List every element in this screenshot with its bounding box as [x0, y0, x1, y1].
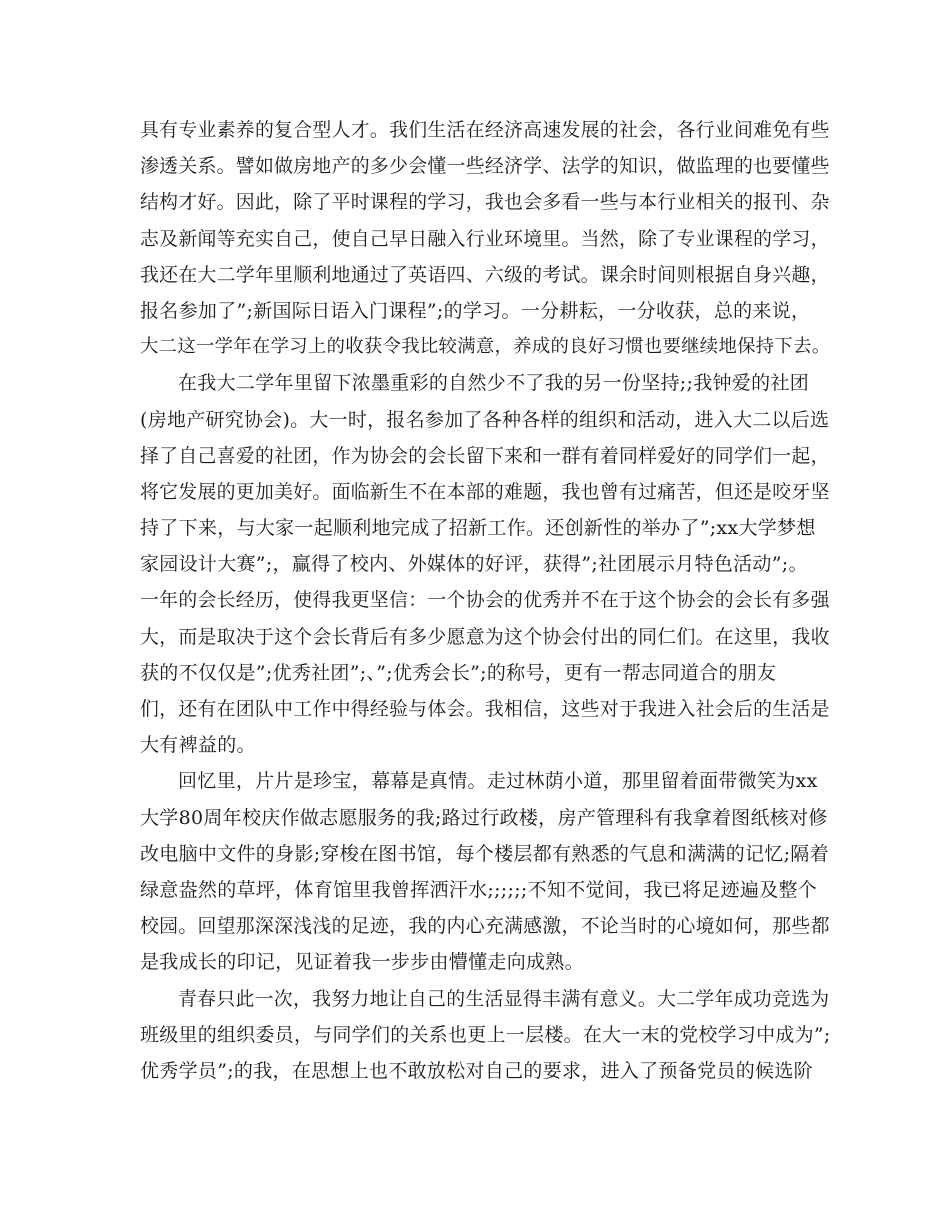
- text-line: 家园设计大赛”;，赢得了校内、外媒体的好评，获得”;社团展示月特色活动”;。: [140, 553, 808, 576]
- text-line: 结构才好。因此，除了平时课程的学习，我也会多看一些与本行业相关的报刊、杂: [140, 191, 830, 214]
- text-line: 们，还有在团队中工作中得经验与体会。我相信，这些对于我进入社会后的生活是: [140, 698, 830, 720]
- text-line: 校园。回望那深深浅浅的足迹，我的内心充满感激，不论当时的心境如何，那些都: [140, 915, 830, 938]
- paragraph-first-line: 回忆里，片片是珍宝，幕幕是真情。走过林荫小道，那里留着面带微笑为xx: [178, 770, 818, 793]
- text-line: 大二这一学年在学习上的收获令我比较满意，养成的良好习惯也要继续地保持下去。: [140, 336, 831, 358]
- text-line: 报名参加了”;新国际日语入门课程”;的学习。一分耕耘，一分收获，总的来说，: [140, 299, 811, 322]
- text-line: 绿意盎然的草坪，体育馆里我曾挥洒汗水;;;;;;不知不觉间，我已将足迹遍及整个: [140, 878, 818, 901]
- text-line: 持了下来，与大家一起顺利地完成了招新工作。还创新性的举办了”;xx大学梦想: [140, 517, 816, 540]
- paragraph-first-line: 在我大二学年里留下浓墨重彩的自然少不了我的另一份坚持;;我钟爱的社团: [178, 372, 810, 395]
- text-line: 志及新闻等充实自己，使自己早日融入行业环境里。当然，除了专业课程的学习，: [140, 227, 830, 250]
- text-line: 将它发展的更加美好。面临新生不在本部的难题，我也曾有过痛苦，但还是咬牙坚: [140, 480, 830, 503]
- text-line: 一年的会长经历，使得我更坚信：一个协会的优秀并不在于这个协会的会长有多强: [140, 589, 830, 612]
- text-line: 我还在大二学年里顺利地通过了英语四、六级的考试。课余时间则根据自身兴趣，: [140, 263, 830, 286]
- text-line: 改电脑中文件的身影;穿梭在图书馆，每个楼层都有熟悉的气息和满满的记忆;隔着: [140, 842, 829, 865]
- text-line: 大，而是取决于这个会长背后有多少愿意为这个协会付出的同仁们。在这里，我收: [140, 625, 830, 648]
- text-line: 班级里的组织委员，与同学们的关系也更上一层楼。在大一末的党校学习中成为”;: [140, 1023, 831, 1046]
- text-line: 择了自己喜爱的社团，作为协会的会长留下来和一群有着同样爱好的同学们一起，: [140, 444, 830, 467]
- paragraph-first-line: 青春只此一次，我努力地让自己的生活显得丰满有意义。大二学年成功竞选为: [178, 987, 830, 1010]
- text-line: (房地产研究协会)。大一时，报名参加了各种各样的组织和活动，进入大二以后选: [140, 408, 830, 431]
- text-line: 渗透关系。譬如做房地产的多少会懂一些经济学、法学的知识，做监理的也要懂些: [140, 155, 830, 178]
- document-body: [140, 112, 830, 1089]
- text-line: 优秀学员”;的我，在思想上也不敢放松对自己的要求，进入了预备党员的候选阶: [140, 1059, 813, 1082]
- text-line: 是我成长的印记，见证着我一步步由懵懂走向成熟。: [140, 951, 584, 974]
- text-line: 大有裨益的。: [140, 734, 256, 757]
- text-line: 获的不仅仅是”;优秀社团”;、”;优秀会长”;的称号，更有一帮志同道合的朋友: [140, 661, 777, 684]
- text-line: 具有专业素养的复合型人才。我们生活在经济高速发展的社会，各行业间难免有些: [140, 119, 830, 141]
- text-line: 大学80周年校庆作做志愿服务的我;路过行政楼，房产管理科有我拿着图纸核对修: [140, 806, 828, 829]
